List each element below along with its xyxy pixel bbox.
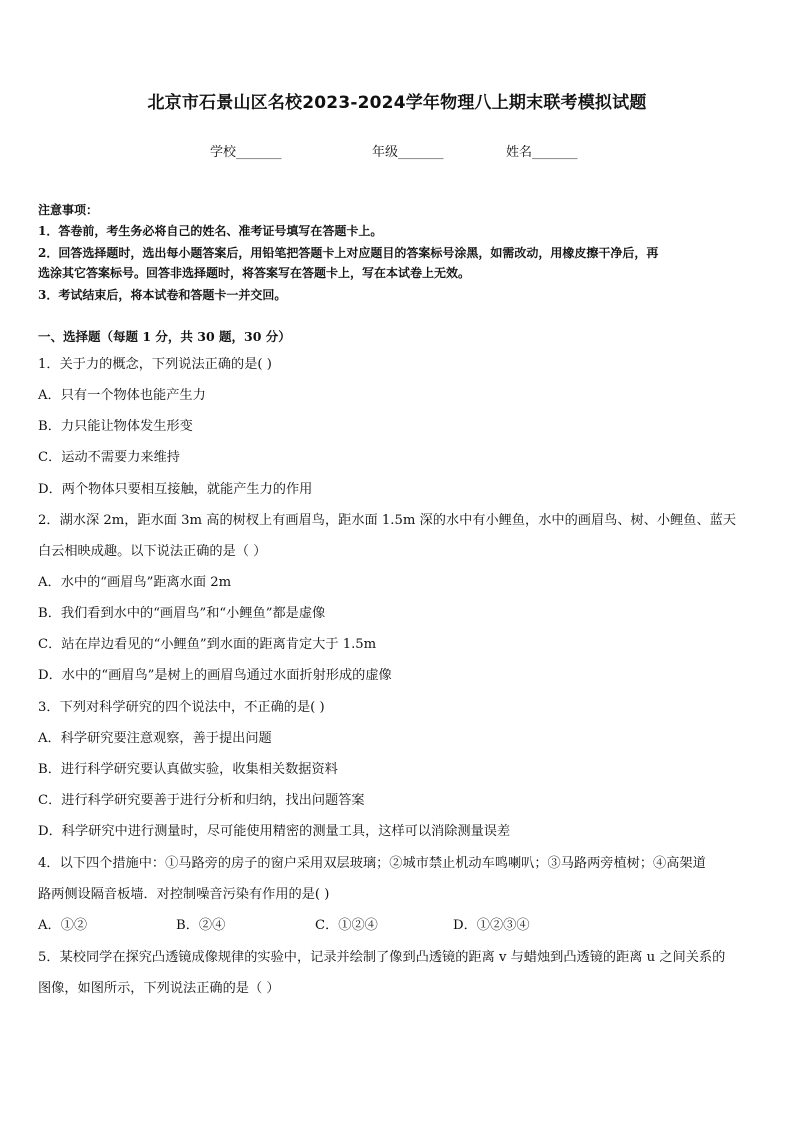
q3-option-c: C．进行科学研究要善于进行分析和归纳，找出问题答案	[38, 793, 365, 808]
q4-stem-line2: 路两侧设隔音板墙．对控制噪音污染有作用的是( )	[38, 887, 330, 902]
q1-option-d: D．两个物体只要相互接触，就能产生力的作用	[38, 482, 313, 497]
grade-field: 年级_______	[372, 145, 444, 160]
q2-option-a: A．水中的“画眉鸟”距离水面 2m	[38, 575, 232, 590]
q3-option-d: D．科学研究中进行测量时，尽可能使用精密的测量工具，这样可以消除测量误差	[38, 824, 511, 839]
page-title: 北京市石景山区名校2023-2024学年物理八上期末联考模拟试题	[147, 93, 647, 113]
section-heading: 一、选择题（每题 1 分，共 30 题，30 分）	[38, 329, 291, 344]
q4-option-d: D．①②③④	[453, 918, 530, 933]
school-field: 学校_______	[210, 145, 282, 160]
q5-stem-line2: 图像，如图所示，下列说法正确的是（ ）	[38, 981, 280, 996]
q2-stem-line2: 白云相映成趣。以下说法正确的是（ ）	[38, 544, 267, 559]
notice-heading: 注意事项：	[38, 203, 99, 217]
q4-option-c: C．①②④	[315, 918, 378, 933]
q2-option-c: C．站在岸边看见的“小鲤鱼”到水面的距离肯定大于 1.5m	[38, 637, 377, 652]
name-field: 姓名_______	[506, 145, 578, 160]
q1-option-a: A．只有一个物体也能产生力	[38, 388, 206, 403]
q3-stem: 3．下列对科学研究的四个说法中，不正确的是( )	[38, 700, 325, 715]
q1-option-b: B．力只能让物体发生形变	[38, 419, 193, 434]
notice-item-3: 3．考试结束后，将本试卷和答题卡一并交回。	[38, 288, 287, 302]
notice-item-1: 1．答卷前，考生务必将自己的姓名、准考证号填写在答题卡上。	[38, 224, 383, 238]
q1-stem: 1．关于力的概念，下列说法正确的是( )	[38, 357, 272, 372]
q4-stem-line1: 4．以下四个措施中：①马路旁的房子的窗户采用双层玻璃；②城市禁止机动车鸣喇叭；③马路两旁植树；④高架道	[38, 856, 706, 871]
notice-item-2a: 2．回答选择题时，选出每小题答案后，用铅笔把答题卡上对应题目的答案标号涂黑，如需改动，用橡皮擦干净后，再	[38, 246, 659, 260]
q3-option-a: A．科学研究要注意观察，善于提出问题	[38, 731, 272, 746]
q4-option-b: B．②④	[176, 918, 226, 933]
notice-item-2b: 选涂其它答案标号。回答非选择题时，将答案写在答题卡上，写在本试卷上无效。	[38, 266, 471, 280]
q2-option-b: B．我们看到水中的“画眉鸟”和“小鲤鱼”都是虚像	[38, 606, 326, 621]
q3-option-b: B．进行科学研究要认真做实验，收集相关数据资料	[38, 762, 338, 777]
q5-stem-line1: 5．某校同学在探究凸透镜成像规律的实验中，记录并绘制了像到凸透镜的距离 v 与蜡烛到凸透镜的距离 u 之间关系的	[38, 950, 726, 965]
q2-stem-line1: 2．湖水深 2m，距水面 3m 高的树杈上有画眉鸟，距水面 1.5m 深的水中有小鲤鱼，水中的画眉鸟、树、小鲤鱼、蓝天	[38, 513, 737, 528]
q1-option-c: C．运动不需要力来维持	[38, 450, 180, 465]
q2-option-d: D．水中的“画眉鸟”是树上的画眉鸟通过水面折射形成的虚像	[38, 668, 392, 683]
q4-option-a: A．①②	[38, 918, 88, 933]
